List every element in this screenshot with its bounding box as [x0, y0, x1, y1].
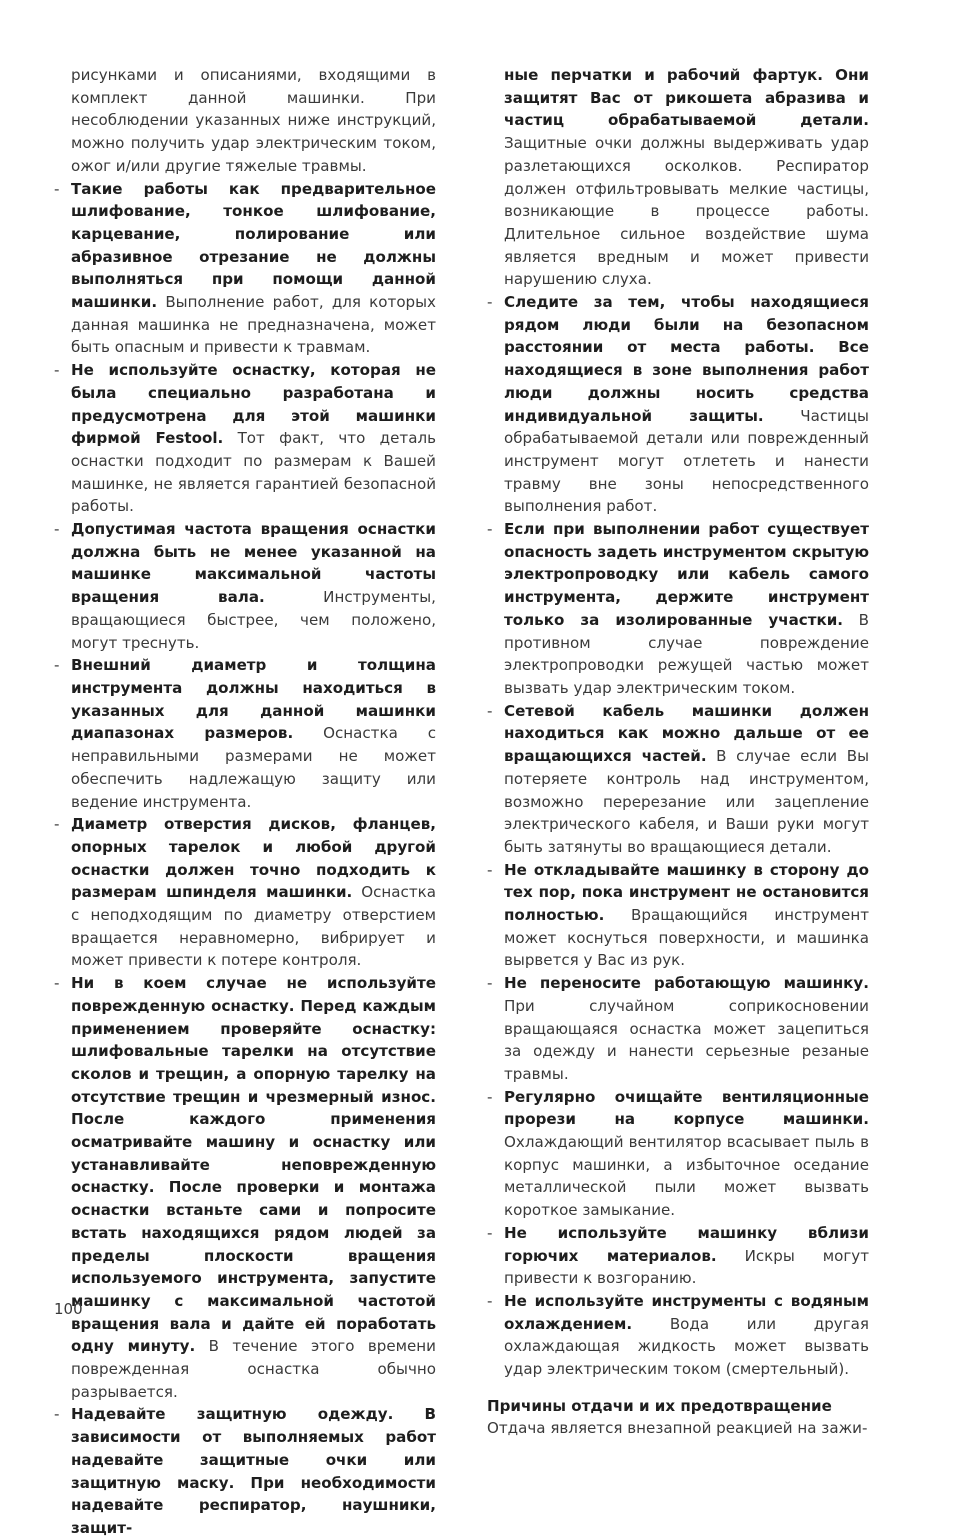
bold-lead: Если при выполнении работ существует опасность задеть инструментом скрытую электропроводку или кабель самого инструмента, держите инструмент только за изолированные участки.	[504, 520, 869, 629]
bold-lead: Сетевой кабель машинки должен находиться как можно дальше от ее вращающихся частей.	[504, 701, 869, 766]
body-text: В противном случае повреждение электропроводки режущей частью может вызвать удар электрическим током.	[504, 610, 869, 697]
bold-lead: Надевайте защитную одежду. В зависимости от выполняемых работ надевайте защитные очки или защитную маску. При необходимости надевайте респиратор, наушники, защит-	[71, 1405, 436, 1537]
continued-paragraph: рисунками и описаниями, входящими в комплект данной машинки. При несоблюдении указанных ниже инструкций, можно получить удар электрическим током, ожог и/или другие тяжелые травмы.	[71, 66, 436, 175]
body-text: Тот факт, что деталь оснастки подходит по размерам к Вашей машинке, не является гарантией безопасной работы.	[71, 429, 436, 516]
section-text: Отдача является внезапной реакцией на зажи-	[487, 1419, 868, 1438]
bold-lead: Ни в коем случае не используйте поврежденную оснастку. Перед каждым применением проверяйте оснастку: шлифовальные тарелки на отсутствие сколов и трещин, а опорную тарелку на отсутствие трещин и чрезмерный износ. После каждого применения осматривайте машину и оснастку или устанавливайте неповрежденную оснастку. После проверки и монтажа оснастки встаньте сами и попросите встать находящихся рядом людей за пределы плоскости вращения используемого инструмента, запустите машинку с максимальной частотой вращения вала и дайте ей поработать одну минуту.	[71, 974, 436, 1356]
bold-lead: Допустимая частота вращения оснастки должна быть не менее указанной на машинке максимальной частоты вращения вала.	[71, 520, 436, 607]
body-text: Оснастка с неподходящим по диаметру отверстием вращается неравномерно, вибрирует и может привести к потере контроля.	[71, 883, 436, 970]
bold-lead: Не откладывайте машинку в сторону до тех пор, пока инструмент не остановится полностью.	[504, 860, 869, 925]
bullet-dash: -	[487, 974, 493, 993]
bold-lead: Не используйте инструменты с водяным охлаждением.	[504, 1291, 869, 1333]
body-text: Выполнение работ, для которых данная машинка не предназначена, может быть опасным и привести к травмам.	[71, 293, 436, 357]
list-item	[54, 359, 436, 518]
list-item	[54, 1403, 436, 1539]
bullet-dash: -	[54, 656, 60, 675]
bold-lead: Такие работы как предварительное шлифование, тонкое шлифование, карцевание, полирование или абразивное отрезание не должны выполняться при помощи данной машинки.	[71, 179, 436, 312]
bold-lead: ные перчатки и рабочий фартук. Они защитят Вас от рикошета абразива и частиц обрабатываемой детали.	[504, 66, 869, 130]
bullet-dash: -	[54, 1405, 60, 1424]
bold-lead: Не используйте машинку вблизи горючих материалов.	[504, 1223, 869, 1265]
bullet-dash: -	[54, 361, 60, 380]
body-text: Оснастка с неправильными размерами не может обеспечить надлежащую защиту или ведение инструмента.	[71, 724, 436, 811]
list-item	[487, 972, 869, 1086]
bullet-dash: -	[54, 974, 60, 993]
bullet-dash: -	[54, 179, 60, 198]
list-item	[487, 700, 869, 859]
body-text: Защитные очки должны выдерживать удар разлетающихся осколков. Респиратор должен отфильтровывать мелкие частицы, возникающие в процессе работы. Длительное сильное воздействие шума является вредным и может привести нарушению слуха.	[504, 134, 869, 289]
page-number: 100	[54, 1300, 83, 1318]
list-item	[54, 972, 436, 1403]
body-text: При случайном соприкосновении вращающаяся оснастка может зацепиться за одежду и нанести серьезные резаные травмы.	[504, 996, 869, 1083]
bold-lead: Следите за тем, чтобы находящиеся рядом люди были на безопасном расстоянии от места работы. Все находящиеся в зоне выполнения работ люди должны носить средства индивидуальной защиты.	[504, 293, 869, 425]
right-column	[487, 64, 869, 1440]
bullet-dash: -	[487, 520, 493, 539]
bullet-dash: -	[487, 1291, 493, 1310]
bold-lead: Внешний диаметр и толщина инструмента должны находиться в указанных для данной машинки диапазонах размеров.	[71, 656, 436, 743]
bullet-dash: -	[54, 815, 60, 834]
list-item	[54, 178, 436, 360]
list-item	[487, 1086, 869, 1222]
list-item	[487, 1290, 869, 1381]
bold-lead: Регулярно очищайте вентиляционные прорези на корпусе машинки.	[504, 1087, 869, 1129]
list-item	[487, 291, 869, 518]
body-text: Искры могут привести к возгоранию.	[504, 1246, 869, 1288]
body-text: Вращающийся инструмент может коснуться поверхности, и машинка вырвется у Вас из рук.	[504, 906, 869, 970]
list-item	[487, 859, 869, 973]
bullet-dash: -	[487, 860, 493, 879]
continued-paragraph	[487, 64, 869, 291]
body-text: Инструменты, вращающиеся быстрее, чем положено, могут треснуть.	[71, 588, 436, 652]
left-column	[54, 64, 436, 1540]
list-item	[54, 813, 436, 972]
bold-lead: Не переносите работающую машинку.	[504, 974, 869, 993]
list-item	[54, 518, 436, 654]
list-item	[487, 1222, 869, 1290]
bullet-dash: -	[487, 1223, 493, 1242]
list-item	[54, 654, 436, 813]
body-text: Частицы обрабатываемой детали или поврежденный инструмент могут отлететь и нанести травму вне зоны непосредственного выполнения работ.	[504, 406, 869, 516]
left-safety-list	[54, 178, 436, 1540]
body-text: В течение этого времени поврежденная оснастка обычно разрывается.	[71, 1337, 436, 1401]
body-text: В случае если Вы потеряете контроль над инструментом, возможно перерезание или зацепление электрического кабеля, и Ваши руки могут быть затянуты во вращающиеся детали.	[504, 747, 869, 856]
bullet-dash: -	[487, 1087, 493, 1106]
bold-lead: Диаметр отверстия дисков, фланцев, опорных тарелок и любой другой оснастки должен точно подходить к размерам шпинделя машинки.	[71, 815, 436, 902]
body-text: Охлаждающий вентилятор всасывает пыль в корпус машинки, а избыточное оседание металлической пыли может вызвать короткое замыкание.	[504, 1133, 869, 1220]
bullet-dash: -	[54, 520, 60, 539]
right-safety-list	[487, 291, 869, 1381]
bullet-dash: -	[487, 701, 493, 720]
bold-lead: Не используйте оснастку, которая не была специально разработана и предусмотрена для этой машинки фирмой Festool.	[71, 361, 436, 448]
section-heading: Причины отдачи и их предотвращение	[487, 1396, 832, 1415]
body-text: Вода или другая охлаждающая жидкость может вызвать удар электрическим током (смертельный).	[504, 1314, 869, 1379]
list-item	[487, 518, 869, 700]
bullet-dash: -	[487, 293, 493, 312]
